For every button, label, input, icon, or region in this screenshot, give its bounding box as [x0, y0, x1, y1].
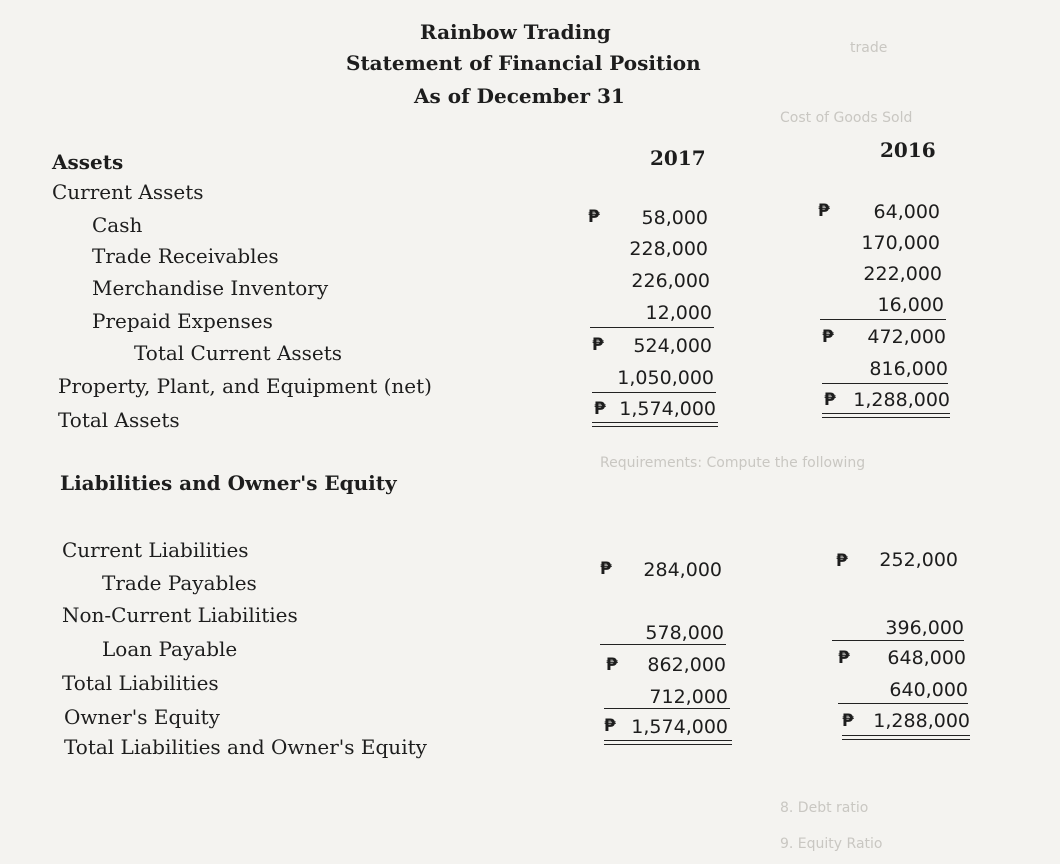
subtotal-rule	[832, 640, 964, 641]
bleed-through-mark: Cost of Goods Sold	[780, 110, 913, 126]
bleed-through-mark: Requirements: Compute the following	[600, 455, 866, 471]
prepaid-expenses-label: Prepaid Expenses	[92, 309, 273, 333]
trade-receivables-label: Trade Receivables	[92, 244, 279, 268]
peso-sign: ₱	[842, 711, 854, 731]
bleed-through-mark: 8. Debt ratio	[780, 800, 869, 816]
peso-sign: ₱	[838, 648, 850, 668]
assets-heading: Assets	[52, 150, 124, 174]
current-assets-label: Current Assets	[52, 180, 204, 204]
total-assets-label: Total Assets	[58, 408, 180, 432]
total-double-rule	[822, 413, 950, 418]
total-liabilities-equity-2017: 1,574,000	[631, 716, 728, 738]
trade-payables-2017: 284,000	[643, 559, 722, 581]
subtotal-rule	[820, 319, 946, 320]
cash-2016: 64,000	[873, 201, 940, 223]
peso-sign: ₱	[594, 399, 606, 419]
peso-sign: ₱	[588, 207, 600, 227]
peso-sign: ₱	[818, 201, 830, 221]
total-liabilities-2017: 862,000	[647, 654, 726, 676]
merchandise-inventory-2016: 222,000	[863, 263, 942, 285]
total-assets-2016: 1,288,000	[853, 389, 950, 411]
current-liabilities-label: Current Liabilities	[62, 538, 249, 562]
company-name: Rainbow Trading	[420, 20, 611, 44]
peso-sign: ₱	[600, 559, 612, 579]
subtotal-rule	[604, 708, 730, 709]
ppe-2016: 816,000	[869, 358, 948, 380]
loan-payable-2016: 396,000	[885, 617, 964, 639]
total-current-assets-2016: 472,000	[867, 326, 946, 348]
statement-title: Statement of Financial Position	[346, 51, 701, 75]
liabilities-equity-heading: Liabilities and Owner's Equity	[60, 471, 397, 495]
cash-2017: 58,000	[641, 207, 708, 229]
total-double-rule	[592, 422, 718, 427]
trade-receivables-2017: 228,000	[629, 238, 708, 260]
peso-sign: ₱	[606, 655, 618, 675]
subtotal-rule	[838, 703, 968, 704]
total-assets-2017: 1,574,000	[619, 398, 716, 420]
statement-date: As of December 31	[414, 84, 625, 108]
owners-equity-2017: 712,000	[649, 686, 728, 708]
subtotal-rule	[600, 644, 726, 645]
owners-equity-label: Owner's Equity	[64, 705, 220, 729]
subtotal-rule	[822, 383, 948, 384]
merchandise-inventory-2017: 226,000	[631, 270, 710, 292]
loan-payable-label: Loan Payable	[102, 637, 238, 661]
subtotal-rule	[590, 327, 714, 328]
total-double-rule	[604, 740, 732, 745]
merchandise-inventory-label: Merchandise Inventory	[92, 276, 329, 300]
total-liabilities-equity-label: Total Liabilities and Owner's Equity	[64, 735, 427, 759]
cash-label: Cash	[92, 213, 143, 237]
trade-payables-label: Trade Payables	[102, 571, 257, 595]
bleed-through-mark: trade	[850, 40, 888, 56]
column-year-2017: 2017	[650, 146, 706, 170]
prepaid-expenses-2017: 12,000	[645, 302, 712, 324]
prepaid-expenses-2016: 16,000	[877, 294, 944, 316]
ppe-label: Property, Plant, and Equipment (net)	[58, 374, 432, 398]
trade-payables-2016: 252,000	[879, 549, 958, 571]
total-liabilities-label: Total Liabilities	[62, 671, 219, 695]
total-current-assets-label: Total Current Assets	[134, 341, 343, 365]
peso-sign: ₱	[604, 716, 616, 736]
peso-sign: ₱	[592, 335, 604, 355]
trade-receivables-2016: 170,000	[861, 232, 940, 254]
peso-sign: ₱	[822, 327, 834, 347]
total-current-assets-2017: 524,000	[633, 335, 712, 357]
owners-equity-2016: 640,000	[889, 679, 968, 701]
total-liabilities-equity-2016: 1,288,000	[873, 710, 970, 732]
total-liabilities-2016: 648,000	[887, 647, 966, 669]
peso-sign: ₱	[836, 551, 848, 571]
loan-payable-2017: 578,000	[645, 622, 724, 644]
peso-sign: ₱	[824, 390, 836, 410]
bleed-through-mark: 9. Equity Ratio	[780, 836, 883, 852]
subtotal-rule	[592, 392, 716, 393]
total-double-rule	[842, 735, 970, 740]
ppe-2017: 1,050,000	[617, 367, 714, 389]
noncurrent-liabilities-label: Non-Current Liabilities	[62, 603, 298, 627]
column-year-2016: 2016	[880, 138, 936, 162]
